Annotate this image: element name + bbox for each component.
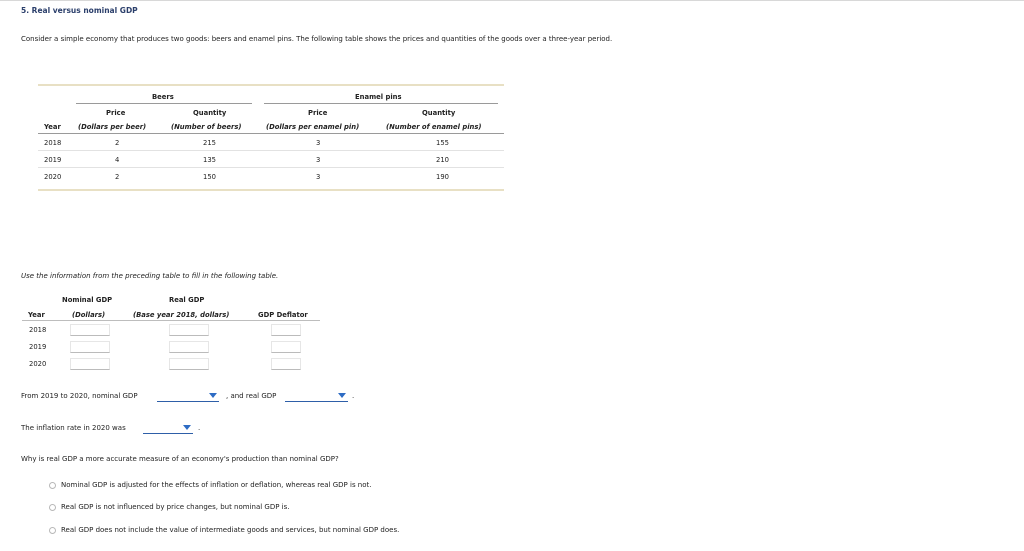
- sentence2-period: .: [198, 424, 201, 432]
- beers-group-line: [76, 103, 252, 104]
- col-header-year: Year: [28, 311, 45, 319]
- table-top-rule: [38, 84, 504, 86]
- top-divider: [0, 0, 1024, 1]
- col-unit-nominal-gdp: (Dollars): [72, 311, 106, 319]
- col-header-pin-quantity: Quantity: [422, 109, 456, 117]
- row-pin-quantity: 210: [436, 156, 449, 164]
- nominal-gdp-change-dropdown[interactable]: [157, 391, 219, 402]
- row-beer-quantity: 135: [203, 156, 216, 164]
- row-year-2019: 2019: [29, 343, 47, 351]
- dropdown-arrow-icon: [338, 393, 346, 398]
- row-pin-price: 3: [316, 173, 321, 181]
- instruction-text: Use the information from the preceding table to fill in the following table.: [21, 272, 279, 280]
- row-pin-quantity: 155: [436, 139, 449, 147]
- row-pin-price: 3: [316, 156, 321, 164]
- row-beer-quantity: 150: [203, 173, 216, 181]
- row-year: 2018: [44, 139, 62, 147]
- mc-question: Why is real GDP a more accurate measure of an economy's production than nominal GDP?: [21, 455, 339, 463]
- gdp-deflator-2018-input[interactable]: [271, 324, 301, 336]
- group-header-enamel-pins: Enamel pins: [355, 93, 402, 101]
- col-header-beer-price: Price: [106, 109, 126, 117]
- row-year: 2019: [44, 156, 62, 164]
- gdp-deflator-2019-input[interactable]: [271, 341, 301, 353]
- radio-button[interactable]: [49, 527, 56, 534]
- table-bottom-rule: [38, 189, 504, 191]
- row-beer-quantity: 215: [203, 139, 216, 147]
- radio-button[interactable]: [49, 482, 56, 489]
- inflation-rate-dropdown[interactable]: [143, 423, 193, 434]
- row-divider: [38, 167, 504, 168]
- pins-group-line: [264, 103, 498, 104]
- col-header-beer-quantity: Quantity: [193, 109, 227, 117]
- mc-option-label: Nominal GDP is adjusted for the effects of inflation or deflation, whereas real GDP is not.: [61, 481, 372, 489]
- question-title: 5. Real versus nominal GDP: [21, 6, 138, 15]
- row-beer-price: 2: [115, 139, 120, 147]
- sentence1-period: .: [352, 392, 355, 400]
- mc-option-label: Real GDP does not include the value of intermediate goods and services, but nominal GDP does.: [61, 526, 400, 534]
- col-header-real-gdp: Real GDP: [169, 296, 205, 304]
- nominal-gdp-2019-input[interactable]: [70, 341, 110, 353]
- gdp-deflator-2020-input[interactable]: [271, 358, 301, 370]
- real-gdp-2019-input[interactable]: [169, 341, 209, 353]
- nominal-gdp-change-prefix: From 2019 to 2020, nominal GDP: [21, 392, 138, 400]
- col-header-pin-price: Price: [308, 109, 328, 117]
- col-header-nominal-gdp: Nominal GDP: [62, 296, 113, 304]
- col-unit-pin-quantity: (Number of enamel pins): [386, 123, 482, 131]
- header-bottom-line: [38, 133, 504, 134]
- row-divider: [38, 150, 504, 151]
- row-beer-price: 2: [115, 173, 120, 181]
- header-bottom-line: [22, 320, 320, 321]
- radio-button[interactable]: [49, 504, 56, 511]
- col-header-year: Year: [44, 123, 61, 131]
- dropdown-arrow-icon: [183, 425, 191, 430]
- inflation-rate-prefix: The inflation rate in 2020 was: [21, 424, 126, 432]
- mc-option-label: Real GDP is not influenced by price changes, but nominal GDP is.: [61, 503, 290, 511]
- nominal-gdp-2018-input[interactable]: [70, 324, 110, 336]
- row-year-2018: 2018: [29, 326, 47, 334]
- row-year: 2020: [44, 173, 62, 181]
- col-unit-pin-price: (Dollars per enamel pin): [266, 123, 360, 131]
- row-beer-price: 4: [115, 156, 120, 164]
- group-header-beers: Beers: [152, 93, 174, 101]
- dropdown-arrow-icon: [209, 393, 217, 398]
- real-gdp-2020-input[interactable]: [169, 358, 209, 370]
- col-unit-beer-quantity: (Number of beers): [171, 123, 242, 131]
- col-header-gdp-deflator: GDP Deflator: [258, 311, 308, 319]
- row-pin-quantity: 190: [436, 173, 449, 181]
- nominal-gdp-2020-input[interactable]: [70, 358, 110, 370]
- row-pin-price: 3: [316, 139, 321, 147]
- real-gdp-change-prefix: , and real GDP: [226, 392, 277, 400]
- real-gdp-change-dropdown[interactable]: [285, 391, 348, 402]
- col-unit-real-gdp: (Base year 2018, dollars): [133, 311, 230, 319]
- real-gdp-2018-input[interactable]: [169, 324, 209, 336]
- question-intro: Consider a simple economy that produces two goods: beers and enamel pins. The following table shows the prices and quantities of the goods over a three-year period.: [21, 35, 613, 43]
- col-unit-beer-price: (Dollars per beer): [78, 123, 147, 131]
- row-year-2020: 2020: [29, 360, 47, 368]
